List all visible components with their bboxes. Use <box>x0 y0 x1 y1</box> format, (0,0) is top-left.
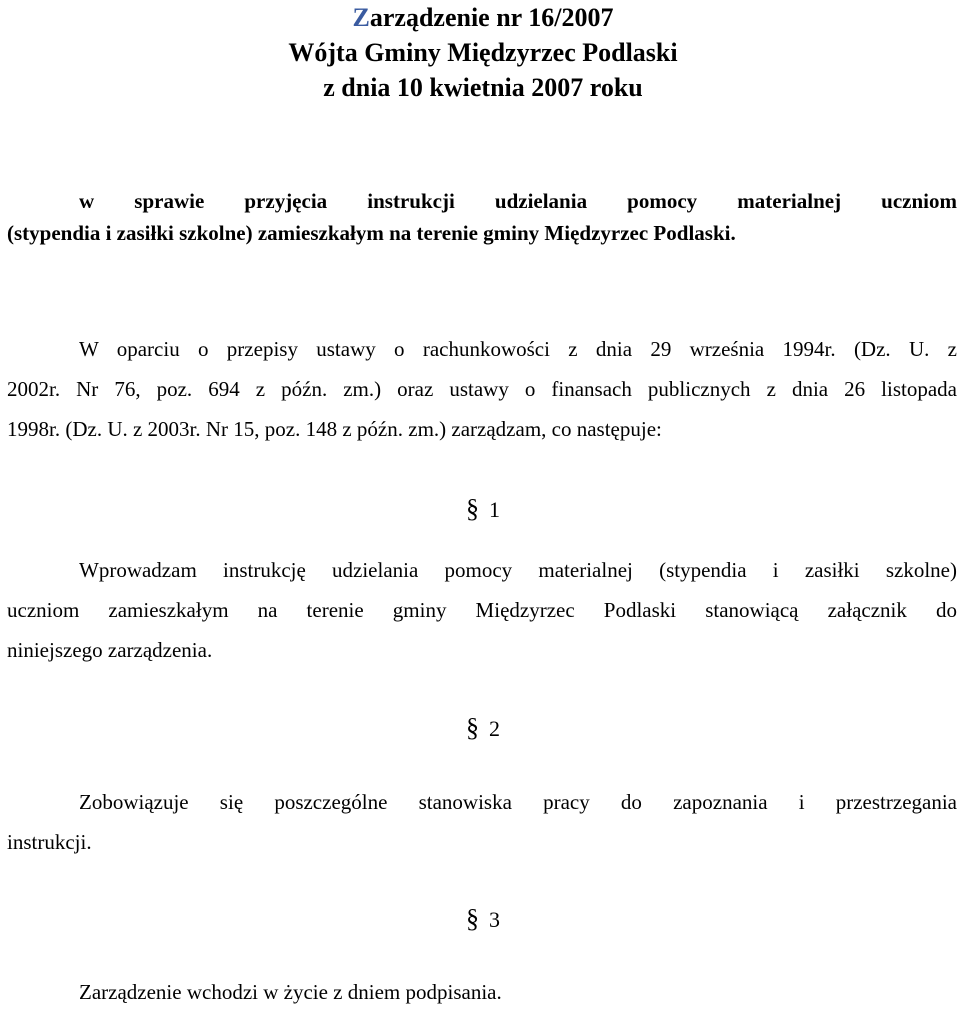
section-3-line-1: Zarządzenie wchodzi w życie z dniem podpisania. <box>79 980 502 1004</box>
section-heading-2 <box>466 713 500 744</box>
paragraph-sign: § <box>466 904 479 933</box>
document-title <box>200 0 766 35</box>
section-heading-1 <box>466 494 500 525</box>
document-authority: Wójta Gminy Międzyrzec Podlaski <box>288 38 678 67</box>
section-2-line-2: instrukcji. <box>7 830 92 854</box>
preamble-line-1: W oparciu o przepisy ustawy o rachunkowości z dnia 29 września 1994r. (Dz. U. z <box>79 337 957 361</box>
paragraph-sign: § <box>466 713 479 742</box>
section-1-line-1: Wprowadzam instrukcję udzielania pomocy materialnej (stypendia i zasiłki szkolne) <box>79 558 957 582</box>
section-2-line-1: Zobowiązuje się poszczególne stanowiska pracy do zapoznania i przestrzegania <box>79 790 957 814</box>
subject-line-1: w sprawie przyjęcia instrukcji udzielania pomocy materialnej uczniom <box>79 189 957 213</box>
document-subject <box>7 185 957 249</box>
title-text: arządzenie nr 16/2007 <box>369 3 614 32</box>
paragraph-sign: § <box>466 494 479 523</box>
section-1-text <box>7 550 957 670</box>
section-heading-3 <box>466 904 500 935</box>
preamble-paragraph <box>7 329 957 449</box>
section-number: 3 <box>489 907 500 932</box>
subject-line-2: (stypendia i zasiłki szkolne) zamieszkałym na terenie gminy Międzyrzec Podlaski. <box>7 221 736 245</box>
section-number: 1 <box>489 497 500 522</box>
preamble-line-2: 2002r. Nr 76, poz. 694 z późn. zm.) oraz ustawy o finansach publicznych z dnia 26 listopada <box>7 377 957 401</box>
section-1-line-2: uczniom zamieszkałym na terenie gminy Międzyrzec Podlaski stanowiącą załącznik do <box>7 598 957 622</box>
section-number: 2 <box>489 716 500 741</box>
section-2-text <box>7 782 957 862</box>
section-3-text <box>7 972 957 1012</box>
title-first-letter: Z <box>352 3 370 32</box>
preamble-line-3: 1998r. (Dz. U. z 2003r. Nr 15, poz. 148 z późn. zm.) zarządzam, co następuje: <box>7 417 662 441</box>
document-date: z dnia 10 kwietnia 2007 roku <box>323 73 643 102</box>
section-1-line-3: niniejszego zarządzenia. <box>7 638 213 662</box>
document-header <box>200 0 766 105</box>
